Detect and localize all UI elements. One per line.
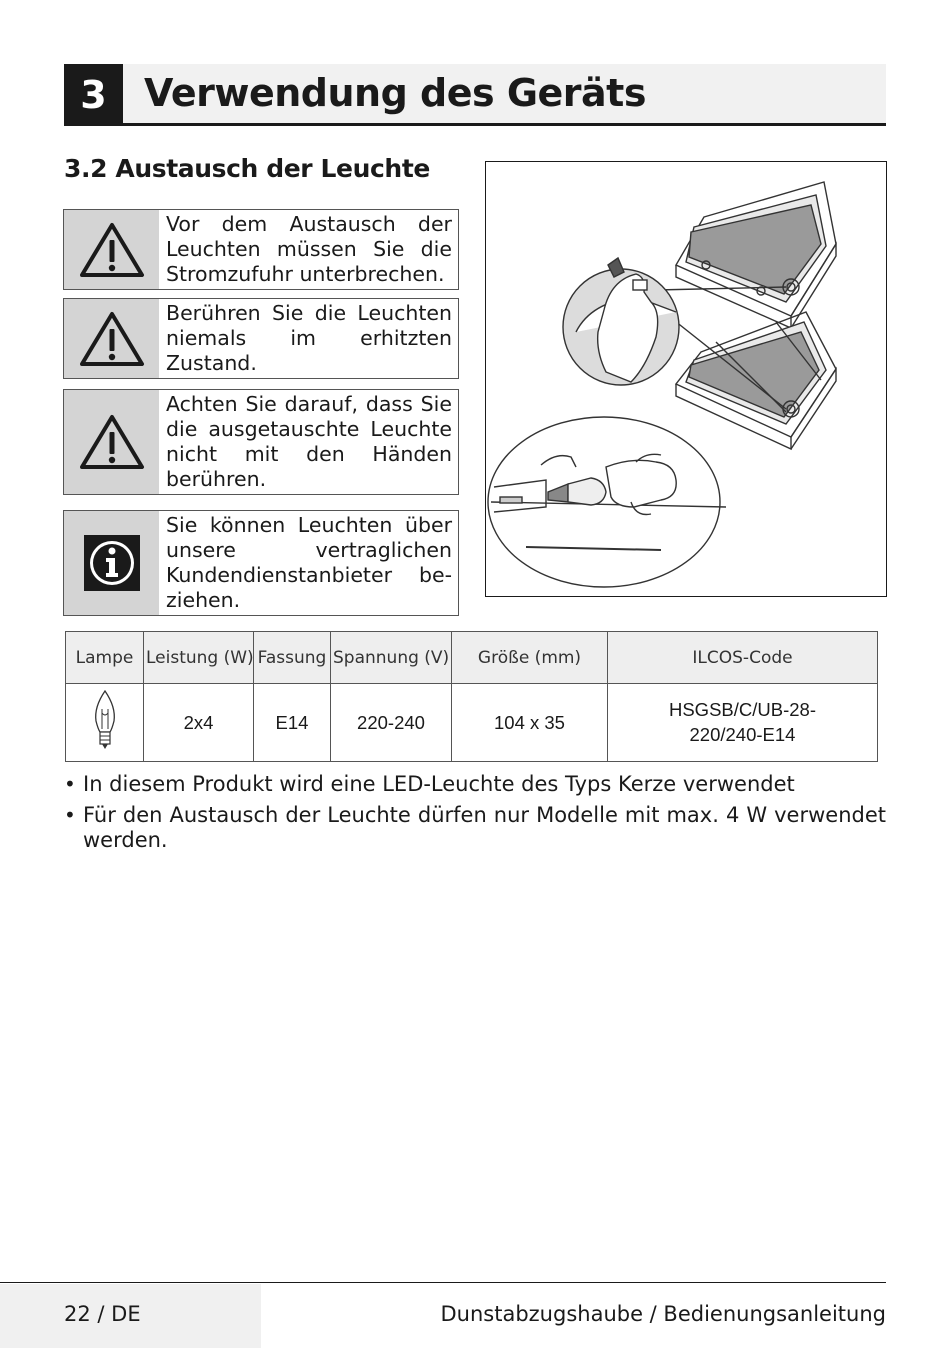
lamp-spec-table [65, 631, 878, 762]
candle-bulb-icon [90, 689, 120, 751]
info-icon [64, 511, 159, 615]
chapter-header [64, 64, 886, 126]
notice-power-off [63, 209, 459, 290]
power-cell: 2x4 [144, 684, 254, 762]
chapter-number: 3 [64, 64, 123, 126]
col-header-socket: Fassung [254, 632, 331, 684]
notice-no-hands [63, 389, 459, 495]
ilcos-line-1: HSGSB/C/UB-28- [668, 699, 816, 720]
notice-service [63, 510, 459, 616]
notice-text: Achten Sie darauf, dass Sie die ausgetauschte Leuchte nicht mit den Händen berühren. [166, 392, 452, 491]
warning-icon [64, 390, 159, 494]
notice-text: Berühren Sie die Leuchten niemals im erhitzten Zustand. [166, 301, 452, 375]
document-title: Dunstabzugshaube / Bedienungsanleitung [440, 1302, 886, 1326]
bullet-list [64, 772, 886, 859]
lamp-cell [66, 684, 144, 762]
lamp-replacement-illustration [485, 161, 887, 597]
footer-divider [0, 1282, 886, 1283]
section-title: 3.2 Austausch der Leuchte [64, 154, 430, 183]
notice-text: Vor dem Austausch der Leuchten müssen Sie die Stromzufuhr unterbrechen. [166, 212, 452, 286]
page-number: 22 / DE [64, 1302, 141, 1326]
table-header-row [66, 632, 878, 684]
chapter-title: Verwendung des Geräts [144, 71, 646, 115]
bullet-icon: • [64, 772, 76, 796]
size-cell: 104 x 35 [452, 684, 608, 762]
voltage-cell: 220-240 [331, 684, 452, 762]
ilcos-cell [608, 684, 878, 762]
col-header-size: Größe (mm) [452, 632, 608, 684]
col-header-power: Leistung (W) [144, 632, 254, 684]
notice-text: Sie können Leuchten über unsere vertraglichen Kundendienstanbieter be-ziehen. [166, 513, 452, 612]
table-row [66, 684, 878, 762]
warning-icon [64, 210, 159, 289]
col-header-lamp: Lampe [66, 632, 144, 684]
col-header-voltage: Spannung (V) [331, 632, 452, 684]
socket-cell: E14 [254, 684, 331, 762]
hood-illustration-drawing [486, 162, 886, 595]
ilcos-line-2: 220/240-E14 [689, 724, 796, 745]
col-header-ilcos: ILCOS-Code [608, 632, 878, 684]
list-item: • Für den Austausch der Leuchte dürfen nur Modelle mit max. 4 W verwendet werden. [64, 803, 886, 852]
bullet-icon: • [64, 803, 76, 827]
list-item: • In diesem Produkt wird eine LED-Leuchte des Typs Kerze verwendet [64, 772, 795, 796]
warning-icon [64, 299, 159, 378]
notice-hot-lamp [63, 298, 459, 379]
